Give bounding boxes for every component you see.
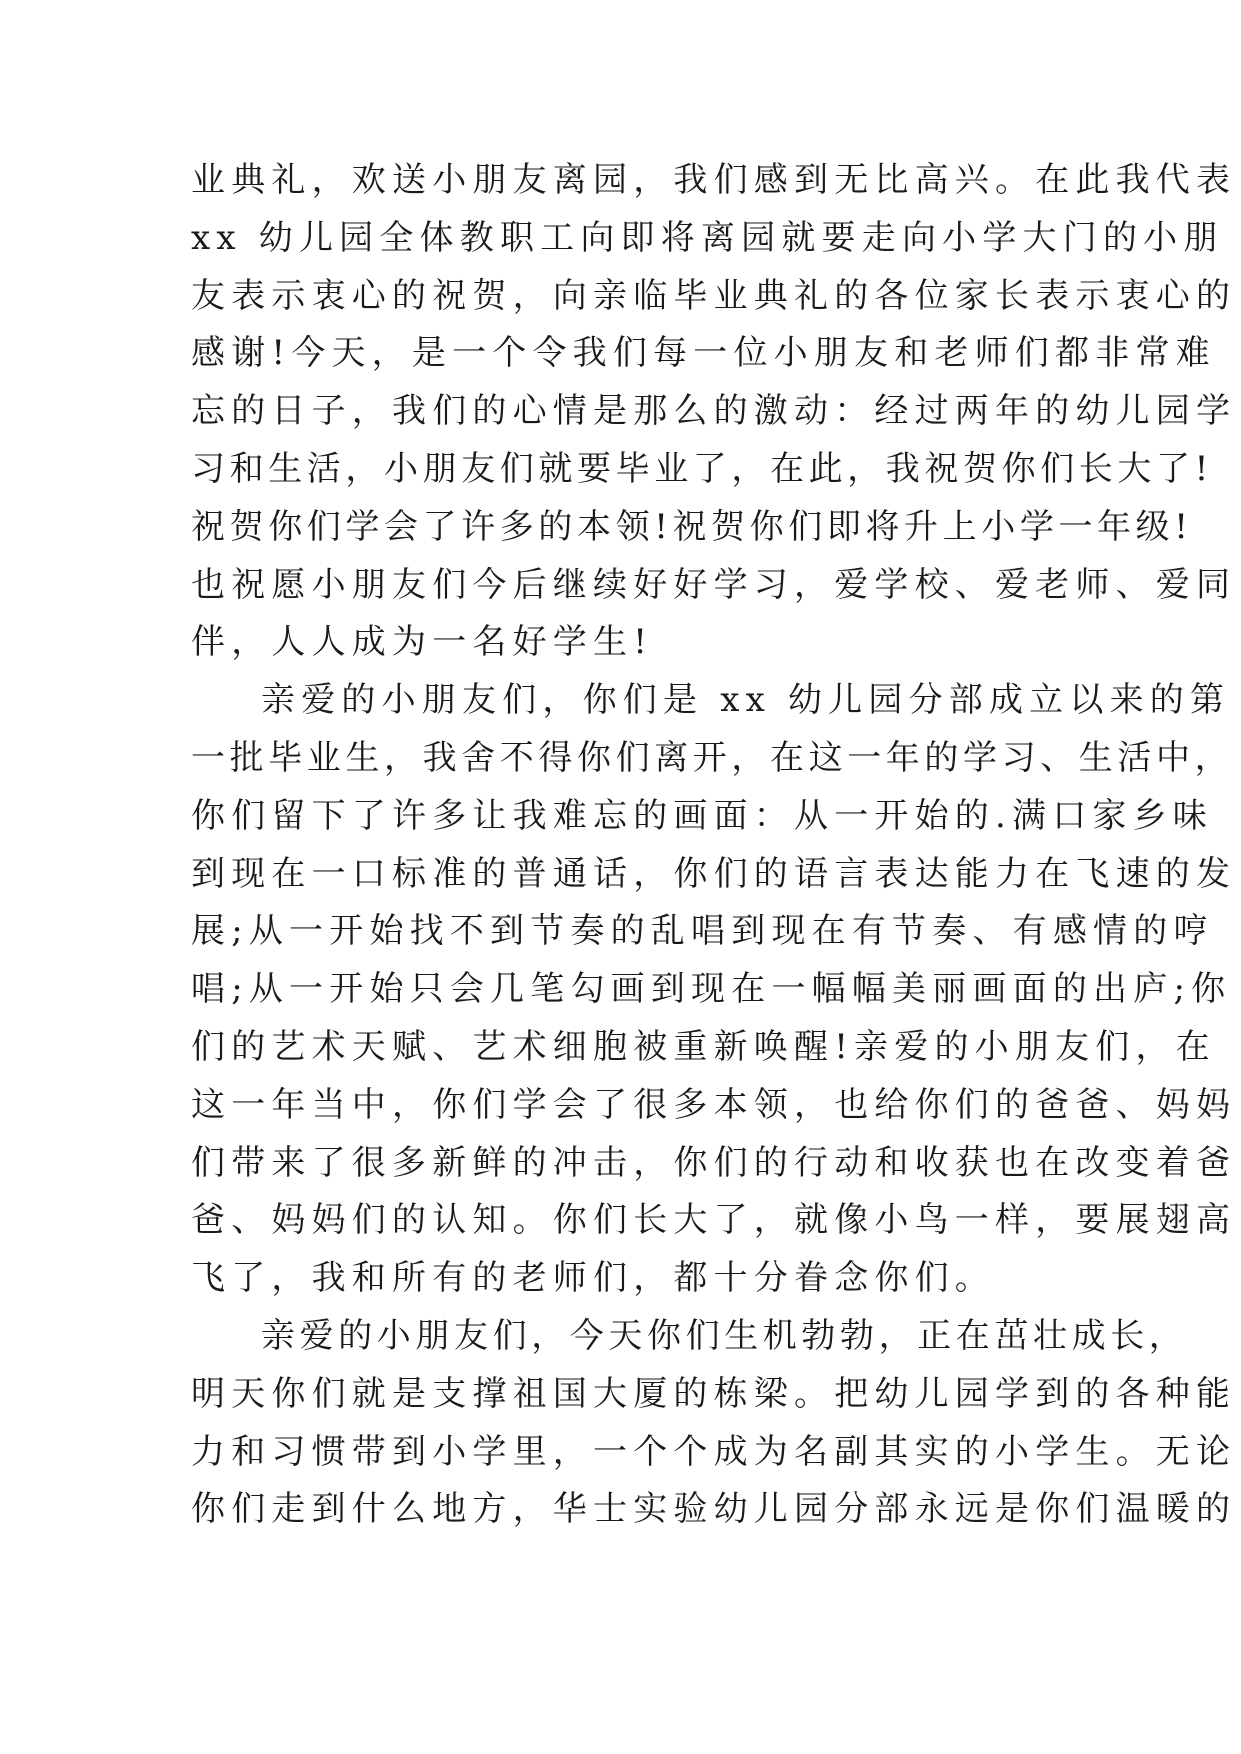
text-line: 友表示衷心的祝贺，向亲临毕业典礼的各位家长表示衷心的 [191,275,1237,316]
text-line: 力和习惯带到小学里，一个个成为名副其实的小学生。无论 [191,1431,1237,1472]
text-line: 们带来了很多新鲜的冲击，你们的行动和收获也在改变着爸 [191,1142,1237,1183]
text-line: 祝贺你们学会了许多的本领!祝贺你们即将升上小学一年级! [191,506,1193,547]
text-line: 忘的日子，我们的心情是那么的激动：经过两年的幼儿园学 [191,391,1237,432]
text-line: 感谢!今天，是一个令我们每一位小朋友和老师们都非常难 [191,333,1216,374]
text-line: 到现在一口标准的普通话，你们的语言表达能力在飞速的发 [191,853,1237,894]
text-line: xx 幼儿园全体教职工向即将离园就要走向小学大门的小朋 [191,217,1224,258]
text-line: 这一年当中，你们学会了很多本领，也给你们的爸爸、妈妈 [191,1084,1237,1125]
paragraph-2 [191,672,1237,1308]
text-line: 你们留下了许多让我难忘的画面：从一开始的.满口家乡味 [191,795,1214,836]
text-line: 们的艺术天赋、艺术细胞被重新唤醒!亲爱的小朋友们，在 [191,1026,1216,1067]
document-body [191,152,1237,1539]
text-line: 明天你们就是支撑祖国大厦的栋梁。把幼儿园学到的各种能 [191,1373,1237,1414]
text-line: 展;从一开始找不到节奏的乱唱到现在有节奏、有感情的哼 [191,911,1214,952]
text-line: 一批毕业生，我舍不得你们离开，在这一年的学习、生活中， [191,737,1234,778]
text-line: 爸、妈妈们的认知。你们长大了，就像小鸟一样，要展翅高 [191,1200,1237,1241]
text-line: 飞了，我和所有的老师们，都十分眷念你们。 [191,1258,995,1299]
paragraph-3 [191,1308,1237,1539]
paragraph-1 [191,152,1237,672]
text-line: 你们走到什么地方，华士实验幼儿园分部永远是你们温暖的 [191,1489,1237,1530]
text-line: 唱;从一开始只会几笔勾画到现在一幅幅美丽画面的出庐;你 [191,969,1232,1010]
text-line: 业典礼，欢送小朋友离园，我们感到无比高兴。在此我代表 [191,160,1237,200]
text-line: 亲爱的小朋友们，今天你们生机勃勃，正在茁壮成长， [261,1315,1188,1356]
text-line: 亲爱的小朋友们，你们是 xx 幼儿园分部成立以来的第 [261,680,1231,721]
text-line: 伴，人人成为一名好学生! [191,622,654,663]
text-line: 习和生活，小朋友们就要毕业了，在此，我祝贺你们长大了! [191,448,1213,489]
text-line: 也祝愿小朋友们今后继续好好学习，爱学校、爱老师、爱同 [191,564,1237,605]
